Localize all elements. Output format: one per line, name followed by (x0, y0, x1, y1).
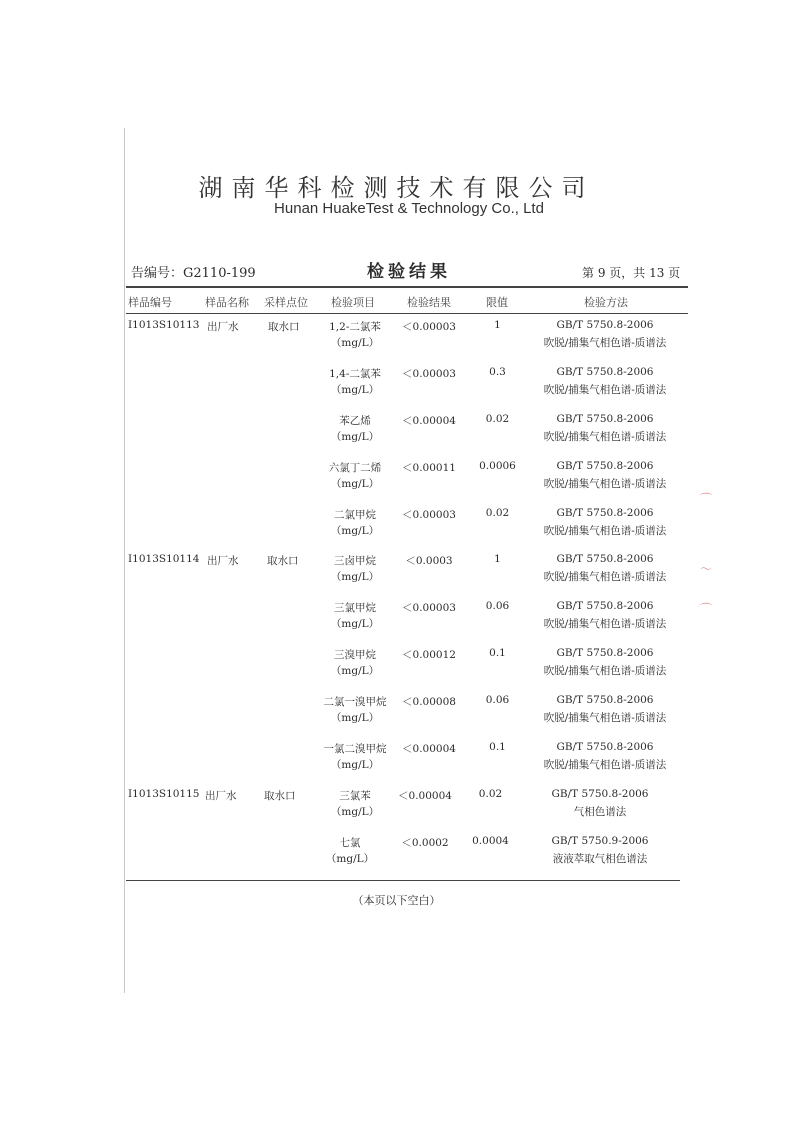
test-item: 苯乙烯 (339, 415, 371, 427)
col-header-test-item: 检验项目 (331, 296, 375, 309)
test-result: ＜0.00003 (402, 368, 456, 380)
test-item-unit: （mg/L） (330, 571, 380, 583)
company-name-cn: 湖南华科检测技术有限公司 (198, 174, 595, 202)
limit-value: 0.3 (489, 366, 506, 378)
method-standard: GB/T 5750.9-2006 (551, 835, 649, 847)
sampling-site: 取水口 (268, 321, 300, 333)
test-result: ＜0.00004 (398, 790, 452, 802)
method-standard: GB/T 5750.8-2006 (556, 366, 654, 378)
test-item: 六氯丁二烯 (328, 462, 382, 474)
sample-name: 出厂水 (205, 790, 237, 802)
test-item-unit: （mg/L） (330, 525, 380, 537)
sample-id: I1013S10114 (128, 553, 200, 565)
header-top-rule (126, 286, 688, 288)
method-description: 吹脱/捕集气相色谱-质谱法 (543, 337, 667, 349)
col-header-sampling-site: 采样点位 (264, 296, 308, 309)
method-description: 吹脱/捕集气相色谱-质谱法 (543, 525, 667, 537)
method-standard: GB/T 5750.8-2006 (551, 788, 649, 800)
limit-value: 0.0006 (479, 460, 516, 472)
seal-stamp-fragment: ⌒ (700, 492, 713, 506)
test-result: ＜0.00003 (402, 509, 456, 521)
test-item: 1,2-二氯苯 (329, 321, 381, 333)
test-item: 二氯甲烷 (334, 509, 376, 521)
test-item-unit: （mg/L） (330, 665, 380, 677)
limit-value: 1 (494, 553, 501, 565)
method-standard: GB/T 5750.8-2006 (556, 600, 654, 612)
sampling-site: 取水口 (267, 555, 299, 567)
limit-value: 0.06 (485, 600, 510, 612)
test-item-unit: （mg/L） (330, 712, 380, 724)
test-item-unit: （mg/L） (330, 478, 380, 490)
limit-value: 0.06 (485, 694, 510, 706)
test-item-unit: （mg/L） (330, 337, 380, 349)
limit-value: 0.02 (485, 507, 510, 519)
sample-name: 出厂水 (207, 321, 239, 333)
method-standard: GB/T 5750.8-2006 (556, 741, 654, 753)
method-standard: GB/T 5750.8-2006 (556, 647, 654, 659)
test-item: 七氯 (339, 837, 361, 849)
header-bottom-rule (126, 313, 688, 314)
method-description: 吹脱/捕集气相色谱-质谱法 (543, 712, 667, 724)
sample-id: I1013S10115 (128, 788, 200, 800)
method-description: 吹脱/捕集气相色谱-质谱法 (543, 384, 667, 396)
sample-name: 出厂水 (207, 555, 239, 567)
method-description: 液液萃取气相色谱法 (552, 853, 648, 865)
test-item-unit: （mg/L） (330, 431, 380, 443)
method-description: 吹脱/捕集气相色谱-质谱法 (543, 665, 667, 677)
section-title: 检验结果 (367, 262, 451, 282)
test-result: ＜0.00003 (402, 321, 456, 333)
limit-value: 1 (494, 319, 501, 331)
sampling-site: 取水口 (264, 790, 296, 802)
method-description: 吹脱/捕集气相色谱-质谱法 (543, 571, 667, 583)
test-result: ＜0.00003 (402, 602, 456, 614)
method-standard: GB/T 5750.8-2006 (556, 553, 654, 565)
table-bottom-rule (126, 880, 680, 881)
limit-value: 0.1 (489, 647, 506, 659)
test-item: 三氯甲烷 (334, 602, 376, 614)
test-result: ＜0.0002 (401, 837, 449, 849)
limit-value: 0.02 (478, 788, 503, 800)
method-standard: GB/T 5750.8-2006 (556, 507, 654, 519)
col-header-test-result: 检验结果 (407, 296, 451, 309)
col-header-limit: 限值 (486, 296, 508, 309)
col-header-sample-id: 样品编号 (128, 296, 172, 309)
blank-below-note: （本页以下空白） (352, 894, 441, 907)
seal-stamp-fragment: ⌒ (700, 602, 713, 616)
test-item-unit: （mg/L） (330, 384, 380, 396)
test-item-unit: （mg/L） (330, 618, 380, 630)
method-description: 吹脱/捕集气相色谱-质谱法 (543, 759, 667, 771)
method-standard: GB/T 5750.8-2006 (556, 319, 654, 331)
limit-value: 0.02 (485, 413, 510, 425)
method-standard: GB/T 5750.8-2006 (556, 413, 654, 425)
test-result: ＜0.00004 (402, 415, 456, 427)
method-standard: GB/T 5750.8-2006 (556, 694, 654, 706)
test-result: ＜0.00011 (402, 462, 456, 474)
seal-stamp-fragment: 〜 (700, 562, 713, 576)
test-item: 二氯一溴甲烷 (323, 696, 387, 708)
test-item-unit: （mg/L） (325, 853, 375, 865)
method-standard: GB/T 5750.8-2006 (556, 460, 654, 472)
test-item: 一氯二溴甲烷 (323, 743, 387, 755)
company-name-en: Hunan HuakeTest & Technology Co., Ltd (274, 200, 544, 217)
sample-id: I1013S10113 (128, 319, 200, 331)
test-item: 三溴甲烷 (334, 649, 376, 661)
method-description: 气相色谱法 (573, 806, 627, 818)
test-item-unit: （mg/L） (330, 759, 380, 771)
test-item: 三卤甲烷 (334, 555, 376, 567)
limit-value: 0.1 (489, 741, 506, 753)
method-description: 吹脱/捕集气相色谱-质谱法 (543, 478, 667, 490)
test-result: ＜0.0003 (405, 555, 453, 567)
test-item: 1,4-二氯苯 (329, 368, 381, 380)
test-result: ＜0.00004 (402, 743, 456, 755)
test-result: ＜0.00012 (402, 649, 456, 661)
method-description: 吹脱/捕集气相色谱-质谱法 (543, 618, 667, 630)
test-item-unit: （mg/L） (330, 806, 380, 818)
col-header-test-method: 检验方法 (584, 296, 628, 309)
test-result: ＜0.00008 (402, 696, 456, 708)
report-number: 告编号：G2110-199 (131, 266, 256, 281)
page-info: 第 9 页，共 13 页 (582, 266, 681, 280)
test-item: 三氯苯 (339, 790, 371, 802)
method-description: 吹脱/捕集气相色谱-质谱法 (543, 431, 667, 443)
limit-value: 0.0004 (472, 835, 509, 847)
col-header-sample-name: 样品名称 (205, 296, 249, 309)
